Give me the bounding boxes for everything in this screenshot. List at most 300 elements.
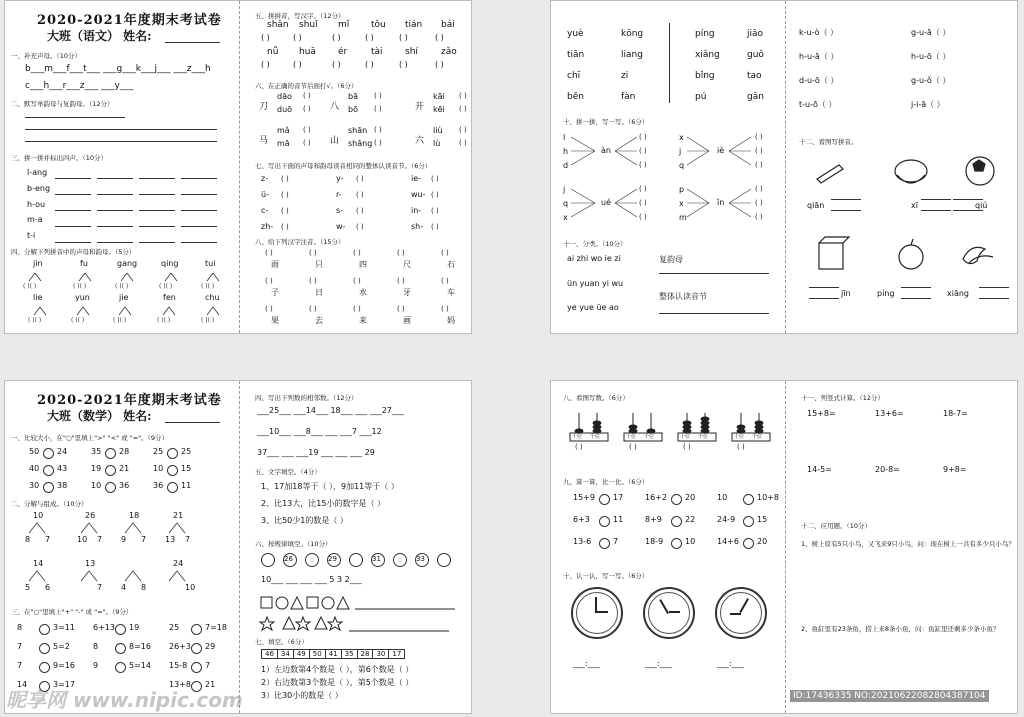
number-cell: 49 <box>293 650 309 659</box>
decompose-top: 24 <box>173 559 184 568</box>
pinyin-word: nǚ <box>267 47 279 57</box>
compare-right: 15 <box>757 515 768 524</box>
svg-text:( )( ): ( )( ) <box>201 317 215 324</box>
operator-right: 3=11 <box>53 623 75 632</box>
watermelon-icon <box>895 160 927 182</box>
s4-item: tui <box>205 259 216 268</box>
compare-number: 40 <box>29 464 40 473</box>
s7-row: 3）比30小的数是（ ） <box>261 691 343 700</box>
s11-label: 整体认读音节 <box>659 292 707 301</box>
pattern-number: 33 <box>416 555 425 563</box>
pinyin-paren: ( ) <box>397 277 405 285</box>
pattern-circle <box>349 553 363 567</box>
char-box-paren: ( ) <box>332 33 341 42</box>
s6-option-a: liù <box>433 126 443 135</box>
number-cell: 34 <box>277 650 293 659</box>
s7-item: sh- <box>411 222 424 231</box>
decompose-left: 5 <box>25 583 31 592</box>
compare-right: 10+8 <box>757 493 779 502</box>
section-2-heading: 二、分解与组成。（10分） <box>11 500 88 508</box>
grid-word: běn <box>567 92 584 102</box>
char-box-paren: ( ) <box>332 60 341 69</box>
s8-char: 日 <box>315 288 323 297</box>
initial-letter: j <box>679 147 682 156</box>
writing-box <box>901 287 931 299</box>
vertical-calc-item: 20-8= <box>875 465 900 474</box>
s4-item: chu <box>205 293 220 302</box>
writing-box <box>953 199 983 211</box>
clock-icon <box>643 587 695 639</box>
check-paren: ( ) <box>459 105 467 113</box>
compare-left: 10 <box>717 493 728 502</box>
compare-number: 21 <box>119 464 130 473</box>
svg-text:( )( ): ( )( ) <box>71 317 85 324</box>
number-cell: 28 <box>357 650 373 659</box>
operator-left: 8 <box>17 623 23 632</box>
s4-item: jin <box>33 259 43 268</box>
compare-circle <box>599 538 610 549</box>
operator-circle <box>191 624 202 635</box>
char-box-paren: ( ) <box>435 33 444 42</box>
chinese-exam-sheet <box>4 0 472 334</box>
operator-circle <box>115 624 126 635</box>
svg-text:( )( ): ( )( ) <box>73 283 87 290</box>
pinyin-paren: ( ) <box>309 305 317 313</box>
operator-right: 5=14 <box>129 661 151 670</box>
s6-option-a: mǎ <box>277 126 290 135</box>
s3-item: t-i <box>27 231 36 240</box>
check-paren: ( ) <box>374 126 382 134</box>
char-box-paren: ( ) <box>365 33 374 42</box>
s7-item: wu- <box>411 190 426 199</box>
compare-number: 30 <box>29 481 40 490</box>
section-4-heading: 四、写出下列数的相邻数。（12分） <box>255 394 358 402</box>
grid-word: chī <box>567 71 581 81</box>
svg-text:( )( ): ( )( ) <box>28 317 42 324</box>
operator-left: 25 <box>169 623 180 632</box>
grid-word: bǐng <box>695 71 715 81</box>
picture-pinyin: xiāng <box>947 289 970 298</box>
s7-item: ü- <box>261 190 269 199</box>
section-9-heading: 九、算一算，比一比。（6分） <box>563 478 649 486</box>
compare-number: 35 <box>91 447 102 456</box>
section-2-heading: 二、默写单韵母与复韵母。（12分） <box>11 100 114 108</box>
compare-number: 25 <box>181 447 192 456</box>
fold-line <box>239 381 240 713</box>
compare-right: 10 <box>685 537 696 546</box>
s8-char: 妈 <box>447 316 455 325</box>
s6-option-a: dāo <box>277 92 292 101</box>
answer-paren: ( ) <box>639 161 647 169</box>
decompose-right: 8 <box>141 583 147 592</box>
pinyin-paren: ( ) <box>265 277 273 285</box>
s5-row: 3、比50少1的数是（ ） <box>261 516 348 525</box>
s6-char: 山 <box>330 136 340 146</box>
char-box-paren: ( ) <box>293 33 302 42</box>
compare-left: 8+9 <box>645 515 662 524</box>
pinyin-word: mǐ <box>338 20 350 30</box>
operator-left: 6+13 <box>93 623 115 632</box>
section-10-heading: 十、认一认，写一写。（6分） <box>563 572 649 580</box>
operator-right: 7=18 <box>205 623 227 632</box>
s6-char: 开 <box>415 102 425 112</box>
char-box-paren: ( ) <box>261 33 270 42</box>
svg-text:( )( ): ( )( ) <box>113 317 127 324</box>
operator-circle <box>115 662 126 673</box>
operator-circle <box>191 662 202 673</box>
compare-circle <box>743 494 754 505</box>
decompose-right: 7 <box>97 535 103 544</box>
operator-left: 15-8 <box>169 661 188 670</box>
s8-char: 去 <box>315 316 323 325</box>
initial-letter: j <box>563 185 566 194</box>
check-paren: ( ) <box>374 105 382 113</box>
s7-item: zh- <box>261 222 274 231</box>
s7-item: c- <box>261 206 269 215</box>
answer-paren: ( ) <box>431 175 439 183</box>
operator-left: 7 <box>17 642 23 651</box>
decompose-right: 6 <box>45 583 51 592</box>
s6-option-a: shān <box>348 126 368 135</box>
writing-box <box>809 287 839 299</box>
operator-right: 19 <box>129 623 140 632</box>
grid-word: fàn <box>621 92 636 102</box>
section-7-heading: 七、填空。（6分） <box>255 638 308 646</box>
towel-icon <box>819 243 843 269</box>
section-7-heading: 七、写出下面的声母和韵母读音相同的整体认读音节。（6分） <box>255 162 432 170</box>
section-5-heading: 五、文字填空。（4分） <box>255 468 321 476</box>
pinyin-word: tǒu <box>371 20 386 30</box>
spell-item: d-u-ō（ ） <box>799 76 839 85</box>
initial-letter: x <box>679 133 684 142</box>
compare-circle <box>671 538 682 549</box>
operator-left: 26+3 <box>169 642 191 651</box>
compare-number: 36 <box>119 481 130 490</box>
s4-split-lines <box>5 1 239 334</box>
exam-title: 2020-2021年度期末考试卷 <box>37 393 222 408</box>
pattern-circle <box>261 553 275 567</box>
pinyin-paren: ( ) <box>441 249 449 257</box>
s4-item: jie <box>119 293 129 302</box>
compare-left: 13-6 <box>573 537 592 546</box>
number-cell: 35 <box>341 650 357 659</box>
clock-hand-minute <box>740 598 749 613</box>
grid-word: gǎn <box>747 92 764 102</box>
grid-word: tiān <box>567 50 585 60</box>
compare-number: 15 <box>181 464 192 473</box>
answer-paren: ( ) <box>281 207 289 215</box>
math-exam-sheet-2 <box>550 380 1018 714</box>
clock-hand-hour <box>730 613 741 615</box>
s8-char: 子 <box>271 288 279 297</box>
number-cell: 41 <box>325 650 341 659</box>
section-5-heading: 五、拼拼音，写汉字。（12分） <box>255 12 345 20</box>
picture-pinyin: xī <box>911 201 918 210</box>
operator-right: 3=17 <box>53 680 75 689</box>
grid-word: jiāo <box>747 29 764 39</box>
operator-circle <box>115 643 126 654</box>
initial-letter: d <box>563 161 569 170</box>
abacus-label-ones: 个位 <box>590 434 601 440</box>
section-1-heading: 一、补充声母。（10分） <box>11 52 82 60</box>
compare-number: 19 <box>91 464 102 473</box>
clock-face <box>648 592 690 634</box>
spell-item: h-u-ā（ ） <box>799 52 839 61</box>
picture-pinyin: qiú <box>975 201 988 210</box>
answer-paren: ( ) <box>356 207 364 215</box>
compare-number: 24 <box>57 447 68 456</box>
compare-left: 18-9 <box>645 537 664 546</box>
decompose-top: 14 <box>33 559 44 568</box>
section-1-heading: 一、比较大小，在"○"里填上">" "<" 或 "="。（9分） <box>11 434 169 442</box>
initial-letter: l <box>563 133 566 142</box>
compare-number: 28 <box>119 447 130 456</box>
check-paren: ( ) <box>459 92 467 100</box>
decompose-right: 7 <box>97 583 103 592</box>
section-6-heading: 六、在正确的音节后面打√。（6分） <box>255 82 358 90</box>
compare-right: 7 <box>613 537 619 546</box>
abacus-label-ones: 个位 <box>752 434 763 440</box>
svg-text:( )( ): ( )( ) <box>201 283 215 290</box>
decompose-top: 10 <box>33 511 44 520</box>
decompose-right: 7 <box>185 535 191 544</box>
s8-char: 四 <box>359 260 367 269</box>
writing-box <box>979 287 1009 299</box>
s6-option-a: bā <box>348 92 358 101</box>
char-box-paren: ( ) <box>365 60 374 69</box>
compare-right: 20 <box>685 493 696 502</box>
vertical-calc-item: 15+8= <box>807 409 836 418</box>
clock-hand-hour <box>597 611 608 613</box>
decompose-left: 9 <box>121 535 127 544</box>
compare-number: 36 <box>153 481 164 490</box>
answer-paren: ( ) <box>639 185 647 193</box>
pinyin-paren: ( ) <box>353 277 361 285</box>
check-paren: ( ) <box>303 126 311 134</box>
compare-right: 20 <box>757 537 768 546</box>
section-3-heading: 三、在"○"里填上"+" "-" 或 "="。（9分） <box>11 608 133 616</box>
clock-icon <box>715 587 767 639</box>
answer-paren: ( ) <box>737 443 745 451</box>
pinyin-paren: ( ) <box>309 277 317 285</box>
s6-char: 八 <box>330 102 340 112</box>
writing-box <box>921 199 951 211</box>
s11-row: ye yue üe ao <box>567 303 619 312</box>
pinyin-word: tián <box>405 20 423 30</box>
answer-paren: ( ) <box>281 191 289 199</box>
answer-paren: ( ) <box>281 175 289 183</box>
compare-left: 15+9 <box>573 493 595 502</box>
compare-right: 11 <box>613 515 624 524</box>
s3-item: h-ou <box>27 200 46 209</box>
number-cell: 30 <box>373 650 389 659</box>
compare-circle <box>671 494 682 505</box>
picture-pinyin: qiān <box>807 201 825 210</box>
exam-subtitle: 大班（语文） 姓名: <box>47 29 152 43</box>
s8-char: 来 <box>359 316 367 325</box>
char-box-paren: ( ) <box>435 60 444 69</box>
image-id-tag: ID:17436335 NO:20210622082804387104 <box>790 690 989 702</box>
operator-circle <box>191 643 202 654</box>
section-8-heading: 八、看图写数。（6分） <box>563 394 629 402</box>
grid-word: kōng <box>621 29 644 39</box>
final-vowel: àn <box>601 146 611 155</box>
grid-word: xiǎng <box>695 50 720 60</box>
abacus-label-tens: 十位 <box>734 434 745 440</box>
final-vowel: ǐn <box>717 198 725 207</box>
operator-right: 8=16 <box>129 642 151 651</box>
pinyin-paren: ( ) <box>353 305 361 313</box>
pinyin-word: shān <box>267 20 289 30</box>
s1-row-2: c___h___r___z___ ___y___ <box>25 81 134 91</box>
clock-face <box>720 592 762 634</box>
exam-subtitle: 大班（数学） 姓名: <box>47 409 152 423</box>
section-12-heading: 十二、看图写拼音。 <box>799 138 858 146</box>
check-paren: ( ) <box>303 105 311 113</box>
s4-item: gang <box>117 259 138 268</box>
decompose-left: 10 <box>77 535 88 544</box>
answer-paren: ( ) <box>639 213 647 221</box>
time-blank: ___:___ <box>573 659 600 668</box>
section-11-heading: 十一、分类。（10分） <box>563 240 627 248</box>
pinyin-word: bái <box>441 20 455 30</box>
check-paren: ( ) <box>459 126 467 134</box>
operator-left: 14 <box>17 680 28 689</box>
s3-item: l-ang <box>27 168 48 177</box>
operator-right: 5=2 <box>53 642 70 651</box>
check-paren: ( ) <box>303 92 311 100</box>
clock-hand-minute <box>660 599 669 614</box>
vertical-calc-item: 18-7= <box>943 409 968 418</box>
s11-label: 复韵母 <box>659 255 683 264</box>
compare-circle <box>599 494 610 505</box>
svg-text:( )( ): ( )( ) <box>157 317 171 324</box>
pinyin-paren: ( ) <box>397 305 405 313</box>
s4-item: lie <box>33 293 43 302</box>
s5-row: 2、比13大，比15小的数字是（ ） <box>261 499 385 508</box>
s7-row: 2）右边数第3个数是（ ），第5个数是（ ） <box>261 678 414 687</box>
word-problem-1: 1、树上原有5只小鸟，又飞来9只小鸟，问：现在树上一共有多少只小鸟？ <box>801 540 1015 548</box>
pinyin-word: shí <box>405 47 418 57</box>
picture-pinyin: jīn <box>841 289 851 298</box>
answer-paren: ( ) <box>356 175 364 183</box>
section-11-heading: 十一、列竖式计算。（12分） <box>801 394 885 402</box>
pinyin-word: huā <box>299 47 316 57</box>
math-exam-sheet <box>4 380 472 714</box>
char-box-paren: ( ) <box>399 60 408 69</box>
pinyin-word: zǎo <box>441 47 457 57</box>
section-4-heading: 四、分解下列拼音中的声母和韵母。（5分） <box>11 248 136 256</box>
compare-circle <box>671 516 682 527</box>
pinyin-paren: ( ) <box>397 249 405 257</box>
s8-char: 尺 <box>403 260 411 269</box>
decompose-right: 7 <box>45 535 51 544</box>
number-cell: 50 <box>309 650 325 659</box>
s7-item: ie- <box>411 174 422 183</box>
initial-letter: x <box>679 199 684 208</box>
apple-icon <box>899 245 923 269</box>
abacus-label-tens: 十位 <box>626 434 637 440</box>
operator-circle <box>39 662 50 673</box>
fold-line <box>239 1 240 333</box>
pinyin-word: ér <box>338 47 348 57</box>
s6-option-a: kāi <box>433 92 445 101</box>
number-cell: 17 <box>389 650 405 659</box>
s7-item: z- <box>261 174 269 183</box>
section-6-heading: 六、按规律填空。（10分） <box>255 540 332 548</box>
initial-letter: p <box>679 185 685 194</box>
final-vowel: ué <box>601 198 611 207</box>
s4-item: qing <box>161 259 179 268</box>
check-paren: ( ) <box>374 139 382 147</box>
time-blank: ___:___ <box>645 659 672 668</box>
compare-number: 38 <box>57 481 68 490</box>
compare-number: 43 <box>57 464 68 473</box>
compare-number: 10 <box>91 481 102 490</box>
spell-item: g-u-ǒ（ ） <box>911 76 951 85</box>
answer-paren: ( ) <box>639 199 647 207</box>
compare-number: 25 <box>153 447 164 456</box>
compare-right: 17 <box>613 493 624 502</box>
grid-word: tao <box>747 71 762 81</box>
pencil-icon <box>817 165 843 183</box>
spell-item: k-u-ò（ ） <box>799 28 839 37</box>
svg-text:( )( ): ( )( ) <box>115 283 129 290</box>
s6-option-b: lù <box>433 139 441 148</box>
compare-number: 50 <box>29 447 40 456</box>
watermark-logo: 昵享网 www.nipic.com <box>6 688 243 712</box>
abacus-label-ones: 个位 <box>698 434 709 440</box>
pattern-circle <box>393 553 407 567</box>
s4-row: ___10___ ___8___ ___ ___7 ___12 <box>257 427 382 436</box>
spell-item: h-u-ō（ ） <box>911 52 951 61</box>
s7-item: r- <box>336 190 342 199</box>
char-box-paren: ( ) <box>399 33 408 42</box>
answer-paren: ( ) <box>755 213 763 221</box>
s4-item: yun <box>75 293 90 302</box>
decompose-top: 13 <box>85 559 96 568</box>
decompose-top: 21 <box>173 511 184 520</box>
section-8-heading: 八、给下列汉字注音。（15分） <box>255 238 345 246</box>
s6-option-b: duō <box>277 105 293 114</box>
clock-hand-hour <box>669 611 680 613</box>
s4-item: fu <box>80 259 88 268</box>
s7-row: 1）左边数第4个数是（ ），第6个数是（ ） <box>261 665 414 674</box>
chinese-exam-sheet-2 <box>550 0 1018 334</box>
s8-char: 车 <box>447 288 455 297</box>
operator-circle <box>39 643 50 654</box>
char-box-paren: ( ) <box>293 60 302 69</box>
picture-pinyin: píng <box>877 289 895 298</box>
shape-pattern <box>257 593 467 635</box>
s4-row: 37___ ___ ___19 ___ ___ ___ 29 <box>257 448 375 457</box>
operator-right: 29 <box>205 642 216 651</box>
initial-letter: q <box>563 199 569 208</box>
s6-option-b: kēi <box>433 105 445 114</box>
pinyin-paren: ( ) <box>353 249 361 257</box>
s8-char: 果 <box>271 316 279 325</box>
svg-text:( )( ): ( )( ) <box>159 283 173 290</box>
pinyin-paren: ( ) <box>265 249 273 257</box>
decompose-top: 18 <box>129 511 140 520</box>
s6-option-b: mā <box>277 139 290 148</box>
compare-left: 16+2 <box>645 493 667 502</box>
number-cell: 46 <box>262 650 278 659</box>
pinyin-paren: ( ) <box>309 249 317 257</box>
spell-item: g-u-ā（ ） <box>911 28 951 37</box>
char-box-paren: ( ) <box>261 60 270 69</box>
decompose-right: 7 <box>141 535 147 544</box>
